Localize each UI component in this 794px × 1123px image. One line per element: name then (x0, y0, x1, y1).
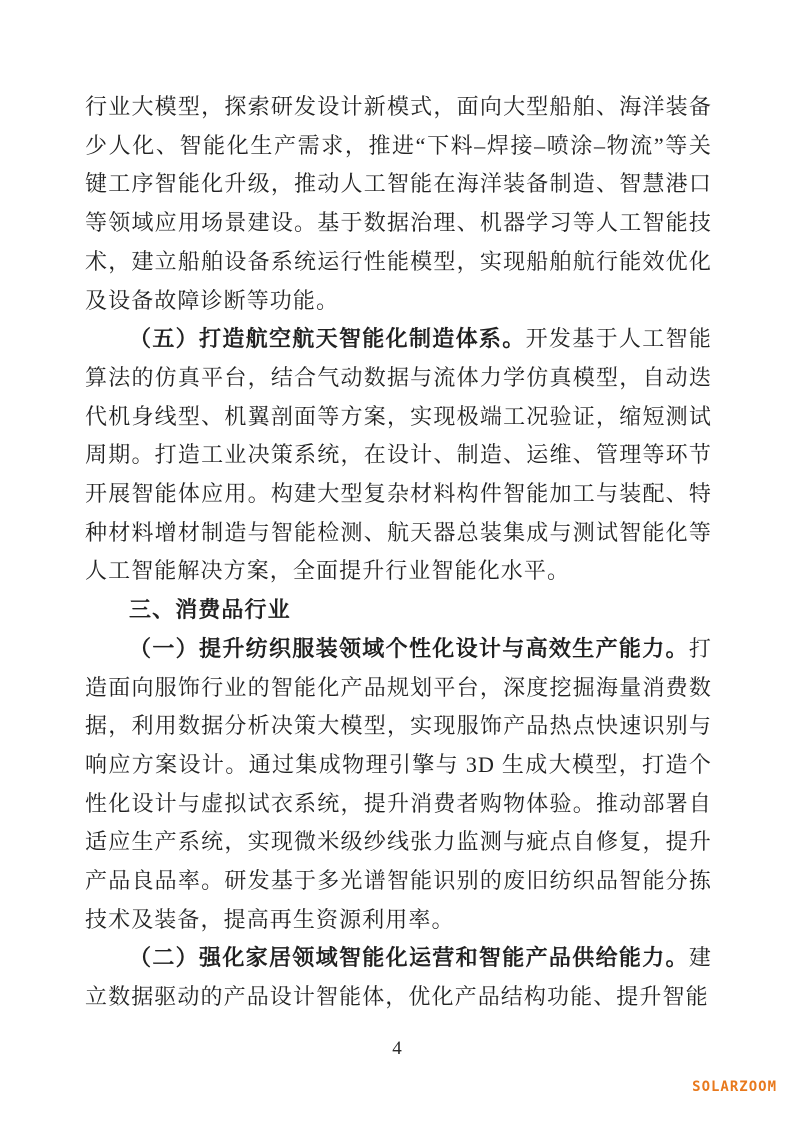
paragraph-item-5-aerospace (85, 320, 712, 591)
paragraph-item-5-body: 开发基于人工智能算法的仿真平台，结合气动数据与流体力学仿真模型，自动迭代机身线型、机翼剖面等方案，实现极端工况验证，缩短测试周期。打造工业决策系统，在设计、制造、运维、管理等环节开展智能体应用。构建大型复杂材料构件智能加工与装配、特种材料增材制造与智能检测、航天器总装集成与测试智能化等人工智能解决方案，全面提升行业智能化水平。 (85, 326, 712, 584)
paragraph-item-2-body: 建立数据驱动的产品设计智能体，优化产品结构功能、提升智能 (85, 945, 712, 1010)
paragraph-item-1-textile (85, 630, 712, 940)
section-heading-consumer-goods: 三、消费品行业 (129, 597, 291, 623)
paragraph-item-2-home-furnishing (85, 939, 712, 1016)
paragraph-item-1-body: 打造面向服饰行业的智能化产品规划平台，深度挖掘海量消费数据，利用数据分析决策大模型，实现服饰产品热点快速识别与响应方案设计。通过集成物理引擎与 3D 生成大模型，打造个性化设计与虚拟试衣系统，提升消费者购物体验。推动部署自适应生产系统，实现微米级纱线张力监测与疵点自修复，提升产品良品率。研发基于多光谱智能识别的废旧纺织品智能分拣技术及装备，提高再生资源利用率。 (85, 635, 712, 932)
paragraph-item-1-lead: （一）提升纺织服装领域个性化设计与高效生产能力。 (129, 635, 689, 661)
page-number: 4 (392, 1038, 402, 1059)
page-body-text (85, 88, 712, 1017)
paragraph-continuation (85, 88, 712, 320)
paragraph-continuation-text: 行业大模型，探索研发设计新模式，面向大型船舶、海洋装备少人化、智能化生产需求，推进“下料–焊接–喷涂–物流”等关键工序智能化升级，推动人工智能在海洋装备制造、智慧港口等领域应用场景建设。基于数据治理、机器学习等人工智能技术，建立船舶设备系统运行性能模型，实现船舶航行能效优化及设备故障诊断等功能。 (85, 94, 712, 313)
paragraph-item-5-lead: （五）打造航空航天智能化制造体系。 (129, 326, 526, 352)
watermark-solarzoom: SOLARZOOM (692, 1079, 777, 1095)
paragraph-item-2-lead: （二）强化家居领域智能化运营和智能产品供给能力。 (129, 945, 689, 971)
